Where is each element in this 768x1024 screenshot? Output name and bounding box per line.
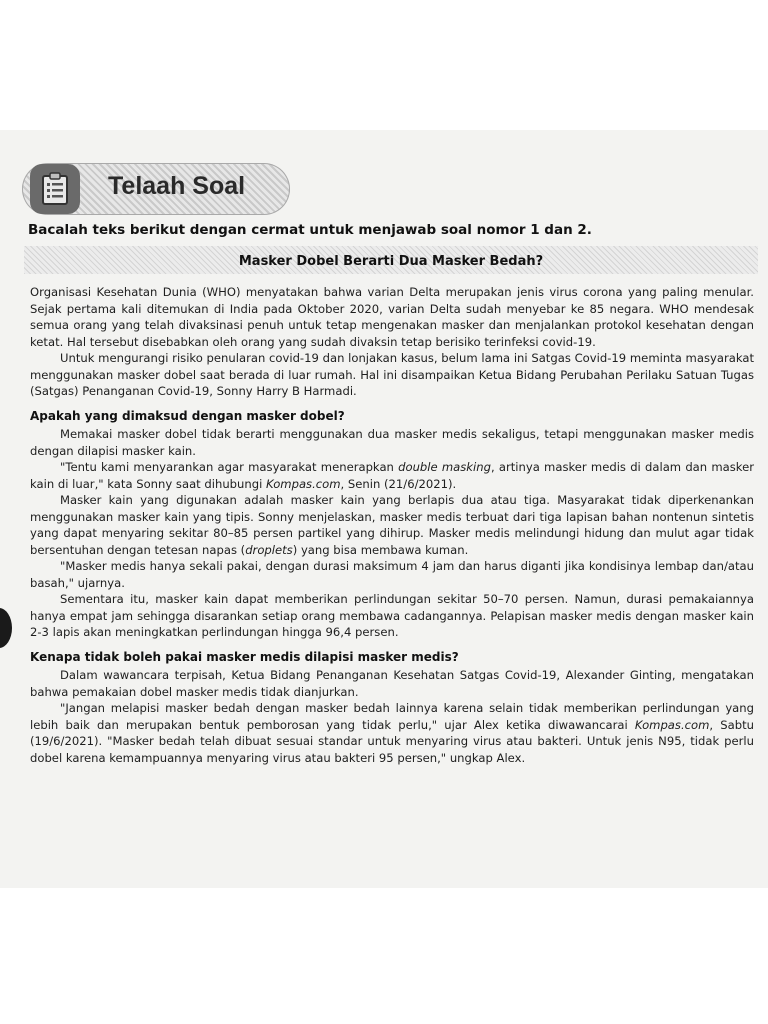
paragraph: "Tentu kami menyarankan agar masyarakat menerapkan double masking, artinya masker medis di dalam dan masker kain di luar," kata Sonny saat dihubungi Kompas.com, Senin (21/6/2021). bbox=[30, 460, 754, 491]
article-title: Masker Dobel Berarti Dua Masker Bedah? bbox=[238, 254, 544, 269]
article-body bbox=[30, 284, 754, 766]
bottom-margin bbox=[0, 888, 768, 1024]
paragraph: Sementara itu, masker kain dapat memberikan perlindungan sekitar 50–70 persen. Namun, durasi pemakaiannya hanya empat jam sehingga disarankan setiap orang membawa cadangannya. Pelapisan masker medis dengan masker kain 2-3 lapis akan meningkatkan perlindungan hingga 96,4 persen. bbox=[30, 592, 754, 639]
paragraph: Dalam wawancara terpisah, Ketua Bidang Penanganan Kesehatan Satgas Covid-19, Alexander Ginting, mengatakan bahwa pemakaian dobel masker medis tidak dianjurkan. bbox=[30, 668, 754, 699]
paragraph: Masker kain yang digunakan adalah masker kain yang berlapis dua atau tiga. Masyarakat tidak diperkenankan menggunakan masker kain yang tipis. Sonny menjelaskan, masker medis terbuat dari tiga lapisan bahan nontenun sintetis yang dapat menyaring sekitar 80–85 persen partikel yang dihirup. Masker medis melindungi hidung dan mulut agar tidak bersentuhan dengan tetesan napas (droplets) yang bisa membawa kuman. bbox=[30, 493, 754, 557]
top-margin bbox=[0, 0, 768, 130]
paragraph: Untuk mengurangi risiko penularan covid-19 dan lonjakan kasus, belum lama ini Satgas Covid-19 meminta masyarakat menggunakan masker dobel saat berada di luar rumah. Hal ini disampaikan Ketua Bidang Perubahan Perilaku Satuan Tugas (Satgas) Penanganan Covid-19, Sonny Harry B Harmadi. bbox=[30, 351, 754, 398]
paragraph: Memakai masker dobel tidak berarti menggunakan dua masker medis sekaligus, tetapi menggunakan masker medis dengan dilapisi masker kain. bbox=[30, 427, 754, 458]
paragraph: Organisasi Kesehatan Dunia (WHO) menyatakan bahwa varian Delta merupakan jenis virus corona yang paling menular. Sejak pertama kali ditemukan di India pada Oktober 2020, varian Delta sudah menyebar ke 85 negara. WHO mendesak semua orang yang telah divaksinasi penuh untuk tetap mengenakan masker dan menjalankan protokol kesehatan dengan ketat. Hal tersebut disebabkan oleh orang yang sudah divaksin tetap berisiko terinfeksi covid-19. bbox=[30, 285, 754, 349]
paragraph: "Jangan melapisi masker bedah dengan masker bedah lainnya karena selain tidak memberikan perlindungan yang lebih baik dan merupakan bentuk pemborosan yang tidak perlu," ujar Alex ketika diwawancarai Kompas.com, Sabtu (19/6/2021). "Masker bedah telah dibuat sesuai standar untuk menyaring virus atau bakteri. Untuk jenis N95, tidak perlu dobel karena kemampuannya menyaring virus atau bakteri 95 persen," ungkap Alex. bbox=[30, 701, 754, 765]
subheading: Kenapa tidak boleh pakai masker medis dilapisi masker medis? bbox=[30, 649, 459, 664]
clipboard-icon bbox=[30, 164, 80, 214]
subheading: Apakah yang dimaksud dengan masker dobel? bbox=[30, 408, 345, 423]
instruction-text: Bacalah teks berikut dengan cermat untuk menjawab soal nomor 1 dan 2. bbox=[28, 222, 592, 238]
section-title: Telaah Soal bbox=[108, 172, 246, 200]
paragraph: "Masker medis hanya sekali pakai, dengan durasi maksimum 4 jam dan harus diganti jika kondisinya lembap dan/atau basah," ujarnya. bbox=[30, 559, 754, 590]
